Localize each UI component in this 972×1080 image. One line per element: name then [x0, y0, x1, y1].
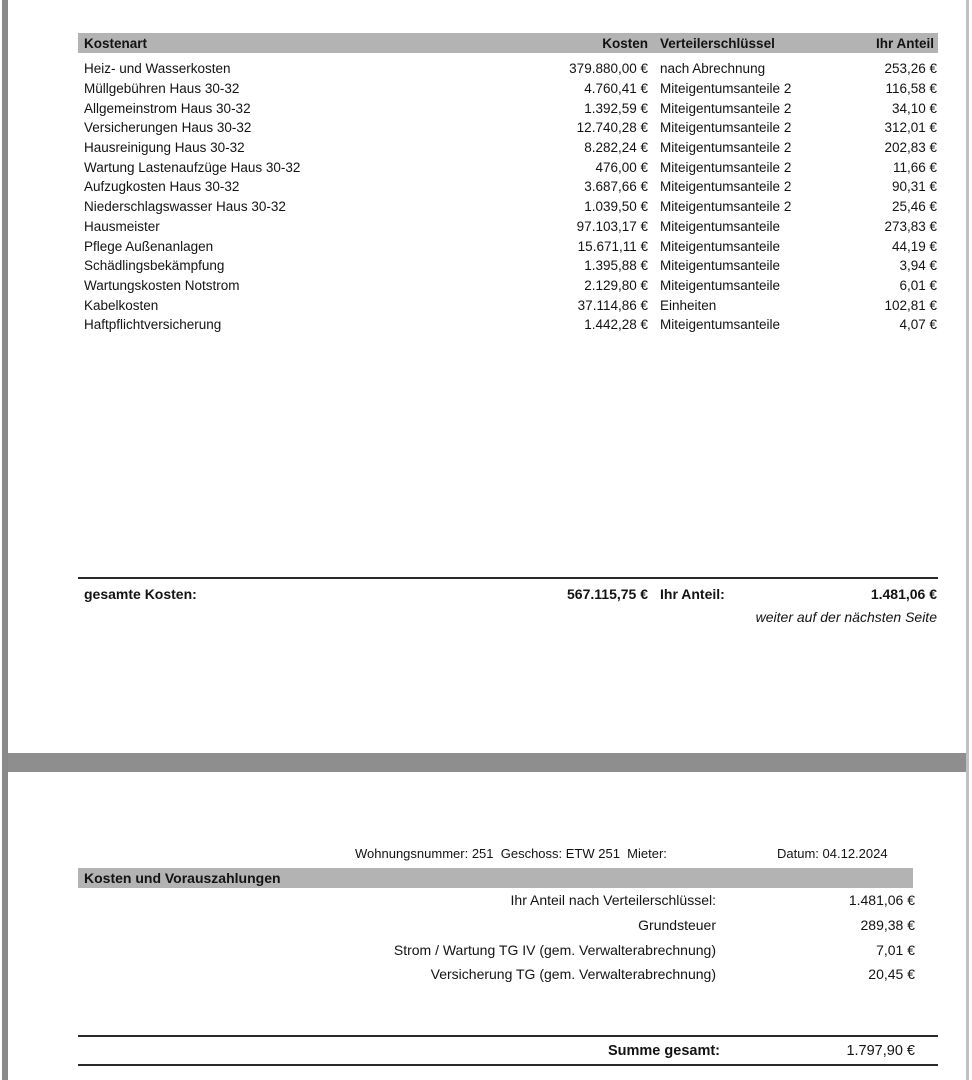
cost-table-row	[78, 256, 938, 276]
cell-ihr-anteil: 90,31 €	[891, 179, 937, 195]
cell-kostenart: Schädlingsbekämpfung	[84, 258, 225, 274]
cell-kostenart: Hausmeister	[84, 218, 160, 234]
cell-verteilerschluessel: Miteigentumsanteile 2	[660, 179, 792, 195]
header-verteilerschluessel: Verteilerschlüssel	[660, 35, 775, 51]
cost-table-body	[78, 59, 938, 335]
totals-kosten-value: 567.115,75 €	[567, 586, 648, 602]
section-header-band	[78, 868, 913, 888]
cell-kosten: 1.442,28 €	[584, 317, 648, 333]
section-title: Kosten und Vorauszahlungen	[84, 870, 281, 886]
cost-table-row	[78, 157, 938, 177]
page-break-gap	[8, 753, 966, 772]
prepayment-row	[78, 913, 915, 938]
cost-table-row	[78, 79, 938, 99]
cost-table-row	[78, 236, 938, 256]
header-kosten: Kosten	[602, 35, 648, 51]
cell-kostenart: Pflege Außenanlagen	[84, 238, 214, 254]
cell-kosten: 8.282,24 €	[584, 140, 648, 156]
prepayment-label: Grundsteuer	[638, 917, 716, 934]
prepayment-row	[78, 888, 915, 913]
cell-kosten: 2.129,80 €	[584, 277, 648, 293]
viewer-left-edge	[2, 0, 8, 1080]
cell-kosten: 12.740,28 €	[576, 120, 648, 136]
prepayment-row	[78, 962, 915, 987]
cell-kosten: 379.880,00 €	[569, 61, 648, 77]
totals-anteil-label: Ihr Anteil:	[660, 586, 725, 602]
cost-table-row	[78, 118, 938, 138]
cell-kostenart: Hausreinigung Haus 30-32	[84, 140, 245, 156]
prepayment-row	[78, 937, 915, 962]
prepayment-value: 1.481,06 €	[848, 892, 915, 909]
cell-kostenart: Allgemeinstrom Haus 30-32	[84, 100, 251, 116]
cell-ihr-anteil: 25,46 €	[891, 199, 937, 215]
cell-kostenart: Haftpflichtversicherung	[84, 317, 222, 333]
cell-verteilerschluessel: Miteigentumsanteile	[660, 277, 781, 293]
prepayment-value: 20,45 €	[868, 966, 915, 983]
cell-verteilerschluessel: Miteigentumsanteile	[660, 218, 781, 234]
cell-verteilerschluessel: Miteigentumsanteile 2	[660, 81, 792, 97]
cell-verteilerschluessel: Miteigentumsanteile	[660, 317, 781, 333]
cell-kosten: 3.687,66 €	[584, 179, 648, 195]
grand-total-label: Summe gesamt:	[607, 1042, 720, 1059]
cell-kostenart: Versicherungen Haus 30-32	[84, 120, 252, 136]
header-kostenart: Kostenart	[84, 35, 148, 51]
cost-table	[78, 33, 938, 335]
cell-kostenart: Aufzugkosten Haus 30-32	[84, 179, 240, 195]
cell-ihr-anteil: 102,81 €	[884, 297, 937, 313]
cost-table-row	[78, 315, 938, 335]
cell-verteilerschluessel: Miteigentumsanteile	[660, 238, 781, 254]
cell-ihr-anteil: 312,01 €	[884, 120, 937, 136]
prepayment-rows	[78, 888, 915, 987]
totals-row	[78, 577, 938, 602]
cell-ihr-anteil: 11,66 €	[892, 159, 937, 175]
cell-verteilerschluessel: Miteigentumsanteile 2	[660, 159, 792, 175]
cell-kosten: 15.671,11 €	[577, 238, 648, 254]
cell-ihr-anteil: 34,10 €	[891, 100, 937, 116]
cell-ihr-anteil: 116,58 €	[885, 81, 937, 97]
viewer-right-edge	[966, 0, 969, 1080]
cell-kostenart: Niederschlagswasser Haus 30-32	[84, 199, 286, 215]
cost-table-row	[78, 276, 938, 296]
header-ihr-anteil: Ihr Anteil	[875, 35, 934, 51]
apartment-meta-line: Wohnungsnummer: 251 Geschoss: ETW 251 Mieter:	[355, 846, 667, 861]
prepayment-label: Versicherung TG (gem. Verwalterabrechnung)	[430, 966, 716, 983]
cell-ihr-anteil: 44,19 €	[891, 238, 937, 254]
cell-kosten: 4.760,41 €	[584, 81, 648, 97]
cell-verteilerschluessel: nach Abrechnung	[660, 61, 766, 77]
cell-verteilerschluessel: Miteigentumsanteile 2	[660, 140, 792, 156]
cell-ihr-anteil: 273,83 €	[884, 218, 937, 234]
cell-kostenart: Kabelkosten	[84, 297, 159, 313]
cell-kosten: 1.039,50 €	[584, 199, 648, 215]
date-label: Datum: 04.12.2024	[777, 846, 888, 861]
cost-table-row	[78, 98, 938, 118]
cost-table-row	[78, 138, 938, 158]
cell-kosten: 476,00 €	[595, 159, 648, 175]
grand-total-row	[78, 1035, 938, 1066]
prepayment-label: Strom / Wartung TG IV (gem. Verwalterabrechnung)	[393, 941, 716, 958]
cell-ihr-anteil: 253,26 €	[884, 61, 937, 77]
cost-table-row	[78, 59, 938, 79]
cell-verteilerschluessel: Miteigentumsanteile	[660, 258, 781, 274]
cost-table-row	[78, 177, 938, 197]
cell-kostenart: Wartung Lastenaufzüge Haus 30-32	[84, 159, 301, 175]
cost-table-row	[78, 197, 938, 217]
cell-verteilerschluessel: Miteigentumsanteile 2	[660, 199, 792, 215]
cell-kosten: 1.395,88 €	[584, 258, 648, 274]
cell-verteilerschluessel: Einheiten	[660, 297, 717, 313]
cost-table-header-row	[78, 33, 938, 53]
cell-ihr-anteil: 4,07 €	[899, 317, 937, 333]
cell-ihr-anteil: 3,94 €	[899, 258, 937, 274]
prepayment-label: Ihr Anteil nach Verteilerschlüssel:	[510, 892, 716, 909]
cell-kostenart: Heiz- und Wasserkosten	[84, 61, 231, 77]
cell-ihr-anteil: 6,01 €	[899, 277, 937, 293]
grand-total-value: 1.797,90 €	[846, 1042, 915, 1059]
cell-verteilerschluessel: Miteigentumsanteile 2	[660, 100, 792, 116]
cell-kostenart: Wartungskosten Notstrom	[84, 277, 240, 293]
continuation-note: weiter auf der nächsten Seite	[755, 609, 937, 625]
prepayment-value: 7,01 €	[876, 941, 915, 958]
cost-table-row	[78, 217, 938, 237]
cell-kostenart: Müllgebühren Haus 30-32	[84, 81, 240, 97]
cost-table-row	[78, 295, 938, 315]
prepayment-value: 289,38 €	[860, 917, 915, 934]
cell-kosten: 37.114,86 €	[577, 297, 648, 313]
cell-kosten: 1.392,59 €	[584, 100, 648, 116]
totals-anteil-value: 1.481,06 €	[870, 586, 937, 602]
cell-kosten: 97.103,17 €	[576, 218, 648, 234]
totals-label: gesamte Kosten:	[84, 586, 197, 602]
cell-verteilerschluessel: Miteigentumsanteile 2	[660, 120, 792, 136]
cell-ihr-anteil: 202,83 €	[884, 140, 937, 156]
